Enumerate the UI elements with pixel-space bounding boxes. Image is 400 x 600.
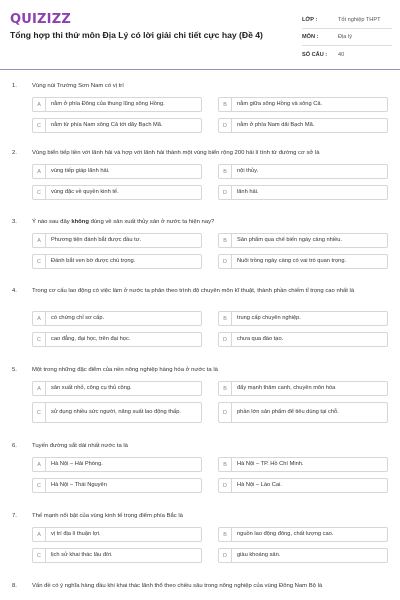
option-letter: B [219, 382, 232, 395]
option-text: có chứng chỉ sơ cấp. [51, 315, 105, 321]
page-header [0, 0, 400, 70]
question-number: 8. [12, 583, 17, 589]
question-1 [10, 82, 394, 129]
option-text: nằm ở phía Đông của thung lũng sông Hồng. [51, 101, 165, 107]
option-text: vùng tiếp giáp lãnh hải. [51, 168, 110, 174]
option-letter: D [219, 403, 232, 422]
option-letter: C [33, 186, 46, 199]
question-3 [10, 218, 394, 265]
option-letter: D [219, 479, 232, 492]
question-8 [10, 582, 394, 590]
question-number: 2. [12, 150, 17, 156]
option-letter: B [219, 458, 232, 471]
option-text: nội thủy. [237, 168, 259, 174]
option-text: cao đẳng, đại học, trên đại học. [51, 336, 131, 342]
option-b[interactable] [218, 164, 388, 179]
option-a[interactable] [32, 457, 202, 472]
option-letter: C [33, 119, 46, 132]
option-text: Sản phẩm qua chế biến ngày càng nhiều. [237, 237, 342, 243]
option-c[interactable] [32, 478, 202, 493]
option-text: giàu khoáng sản. [237, 552, 281, 558]
option-d[interactable] [218, 254, 388, 269]
option-text: Nuôi trồng ngày càng có vai trò quan trọng. [237, 258, 347, 264]
option-a[interactable] [32, 233, 202, 248]
option-letter: C [33, 255, 46, 268]
option-c[interactable] [32, 402, 202, 423]
question-number: 3. [12, 219, 17, 225]
question-text: Vùng núi Trường Sơn Nam có vị trí [32, 83, 124, 89]
option-text: nằm ở phía Nam dãi Bạch Mã. [237, 122, 315, 128]
question-text: Vấn đề có ý nghĩa hàng đầu khi khai thác lãnh thổ theo chiều sâu trong nông nghiệp của vùng Đông Nam Bộ là [32, 583, 323, 589]
option-letter: B [219, 234, 232, 247]
meta-row-subject [302, 29, 392, 46]
option-c[interactable] [32, 118, 202, 133]
emphasis-word: không [71, 219, 89, 225]
option-d[interactable] [218, 332, 388, 347]
question-text: Trong cơ cấu lao động có việc làm ở nước ta phân theo trình độ chuyên môn kĩ thuật, thành phần chiếm tỉ trọng cao nhất là [32, 288, 355, 294]
option-text: sản xuất nhỏ, công cụ thủ công. [51, 385, 132, 391]
option-text: vị trí địa lí thuận lợi. [51, 531, 101, 537]
option-letter: A [33, 382, 46, 395]
option-text: chưa qua đào tạo. [237, 336, 284, 342]
meta-row-count [302, 46, 392, 63]
meta-key: LỚP : [302, 17, 318, 23]
option-text: trung cấp chuyên nghiệp. [237, 315, 301, 321]
option-letter: C [33, 549, 46, 562]
option-text: vùng đặc về quyền kinh tế. [51, 189, 119, 195]
option-letter: D [219, 333, 232, 346]
option-text: lịch sử khai thác lâu đời. [51, 552, 113, 558]
question-7 [10, 512, 394, 559]
meta-value: Địa lý [338, 34, 352, 40]
option-b[interactable] [218, 97, 388, 112]
question-6 [10, 442, 394, 489]
question-text: Ý nào sau đây không đúng về sản xuất thủy sản ở nước ta hiện nay? [32, 219, 215, 225]
option-text: Hà Nội – Hải Phòng. [51, 461, 103, 467]
option-a[interactable] [32, 311, 202, 326]
question-text: Thế mạnh nổi bật của vùng kinh tế trọng điểm phía Bắc là [32, 513, 183, 519]
meta-row-class [302, 12, 392, 29]
option-text: sử dụng nhiều sức người, năng suất lao động thấp. [51, 409, 181, 415]
question-5 [10, 366, 394, 416]
quizizz-logo: QUIZIZZ [10, 12, 71, 27]
option-text: Đánh bắt ven bờ được chú trọng. [51, 258, 136, 264]
option-c[interactable] [32, 548, 202, 563]
option-letter: C [33, 479, 46, 492]
question-text: Một trong những đặc điểm của nền nông nghiệp hàng hóa ở nước ta là [32, 367, 218, 373]
question-text: Tuyến đường sắt dài nhất nước ta là [32, 443, 128, 449]
question-number: 7. [12, 513, 17, 519]
option-letter: B [219, 98, 232, 111]
option-text: nguồn lao động đông, chất lượng cao. [237, 531, 334, 537]
option-c[interactable] [32, 332, 202, 347]
option-text: Hà Nội – Thái Nguyên [51, 482, 107, 488]
option-letter: A [33, 165, 46, 178]
option-d[interactable] [218, 548, 388, 563]
option-text: Phương tiện đánh bắt được đầu tư. [51, 237, 142, 243]
option-c[interactable] [32, 185, 202, 200]
option-b[interactable] [218, 457, 388, 472]
option-text: Hà Nội – TP. Hồ Chí Minh. [237, 461, 304, 467]
meta-key: SỐ CÂU : [302, 51, 328, 58]
option-letter: B [219, 312, 232, 325]
option-letter: A [33, 528, 46, 541]
option-d[interactable] [218, 185, 388, 200]
document-title: Tổng hợp thi thử môn Địa Lý có lời giải chi tiết cực hay (Đề 4) [10, 30, 263, 40]
option-letter: C [33, 333, 46, 346]
option-a[interactable] [32, 97, 202, 112]
option-letter: A [33, 98, 46, 111]
option-d[interactable] [218, 402, 388, 423]
option-text: đẩy mạnh thâm canh, chuyên môn hóa [237, 385, 336, 391]
option-d[interactable] [218, 478, 388, 493]
option-c[interactable] [32, 254, 202, 269]
option-letter: A [33, 458, 46, 471]
option-letter: B [219, 528, 232, 541]
option-text: Hà Nội – Lào Cai. [237, 482, 282, 488]
option-d[interactable] [218, 118, 388, 133]
option-a[interactable] [32, 527, 202, 542]
question-4 [10, 287, 394, 343]
question-number: 4. [12, 288, 17, 294]
question-number: 5. [12, 367, 17, 373]
question-2 [10, 149, 394, 196]
option-a[interactable] [32, 164, 202, 179]
option-text: lãnh hải. [237, 189, 259, 195]
meta-key: MÔN : [302, 34, 319, 40]
option-b[interactable] [218, 311, 388, 326]
question-text: Vùng biển tiếp liền với lãnh hải và hợp với lãnh hải thành một vùng biển rộng 200 hải lí tính từ đường cơ sở là [32, 150, 320, 156]
option-text: nằm giữa sông Hồng và sông Cả. [237, 101, 323, 107]
option-text: phần lớn sản phẩm để tiêu dùng tại chỗ. [237, 409, 339, 415]
option-letter: A [33, 234, 46, 247]
option-letter: D [219, 255, 232, 268]
option-b[interactable] [218, 527, 388, 542]
question-number: 1. [12, 83, 17, 89]
option-letter: D [219, 119, 232, 132]
meta-value: Tốt nghiệp THPT [338, 17, 381, 23]
meta-value: 40 [338, 51, 345, 58]
option-letter: B [219, 165, 232, 178]
option-letter: D [219, 549, 232, 562]
question-number: 6. [12, 443, 17, 449]
option-b[interactable] [218, 381, 388, 396]
option-b[interactable] [218, 233, 388, 248]
meta-table [302, 12, 392, 63]
option-letter: A [33, 312, 46, 325]
option-a[interactable] [32, 381, 202, 396]
option-letter: C [33, 403, 46, 422]
option-letter: D [219, 186, 232, 199]
option-text: nằm từ phía Nam sông Cả tới dãy Bạch Mã. [51, 122, 163, 128]
